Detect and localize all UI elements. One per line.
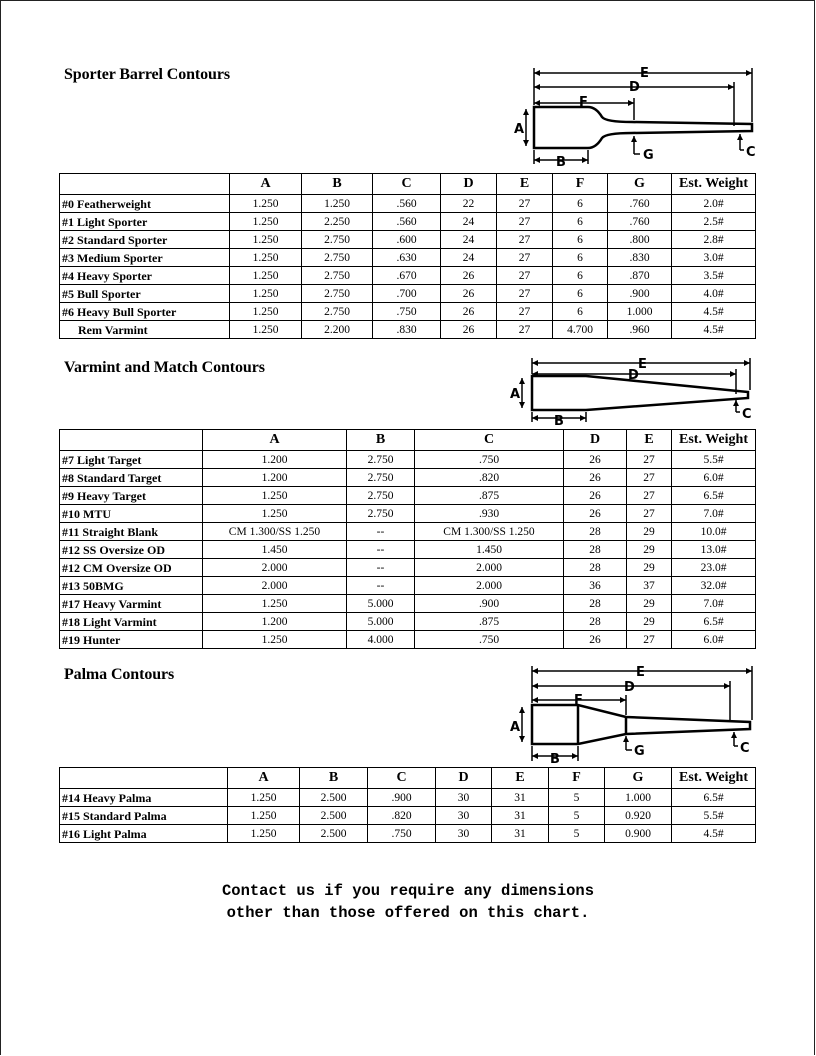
cell-a: 1.250 [230,195,302,213]
cell-b: 2.750 [347,451,415,469]
contour-name: #12 SS Oversize OD [60,541,203,559]
cell-a: 1.250 [230,231,302,249]
table-row [60,469,756,487]
dim-label-d: D [628,368,639,383]
cell-a: 1.250 [230,249,302,267]
dim-label-f: F [574,693,583,708]
cell-weight: 4.5# [672,303,756,321]
contact-line-1: Contact us if you require any dimensions [221,882,595,900]
cell-d: 26 [564,451,627,469]
table-row [60,285,756,303]
table-row [60,631,756,649]
dim-label-c: C [742,407,752,422]
cell-b: 2.750 [302,267,373,285]
cell-e: 29 [627,613,672,631]
dim-label-b: B [556,155,566,170]
cell-c: .830 [373,321,441,339]
header-g: G [605,768,672,789]
cell-a: 1.250 [230,267,302,285]
contour-name: #11 Straight Blank [60,523,203,541]
cell-e: 27 [627,451,672,469]
cell-b: 2.500 [300,807,368,825]
cell-e: 29 [627,541,672,559]
header-a: A [228,768,300,789]
cell-d: 26 [441,321,497,339]
cell-g: 0.920 [605,807,672,825]
cell-e: 31 [492,825,549,843]
cell-d: 26 [441,285,497,303]
cell-e: 31 [492,789,549,807]
cell-a: 1.200 [203,613,347,631]
cell-b: 2.500 [300,825,368,843]
table-row [60,249,756,267]
contour-name: #15 Standard Palma [60,807,228,825]
cell-e: 37 [627,577,672,595]
cell-b: 2.750 [347,469,415,487]
header-e: E [627,430,672,451]
cell-c: .750 [368,825,436,843]
dim-label-g: G [634,744,645,759]
cell-d: 30 [436,789,492,807]
dim-label-d: D [629,80,640,95]
cell-b: -- [347,559,415,577]
table-row [60,321,756,339]
cell-d: 30 [436,807,492,825]
contour-name: #6 Heavy Bull Sporter [60,303,230,321]
dim-label-b: B [554,414,564,426]
cell-c: .750 [415,451,564,469]
dim-label-e: E [638,357,647,372]
cell-b: 5.000 [347,613,415,631]
dim-label-e: E [636,665,645,680]
cell-f: 5 [549,807,605,825]
cell-d: 28 [564,613,627,631]
cell-d: 36 [564,577,627,595]
cell-a: 1.250 [203,487,347,505]
cell-c: .630 [373,249,441,267]
cell-d: 26 [564,469,627,487]
dim-label-g: G [643,148,654,163]
cell-c: 2.000 [415,559,564,577]
cell-a: 1.250 [203,505,347,523]
table-row [60,595,756,613]
cell-b: -- [347,577,415,595]
cell-f: 6 [553,231,608,249]
cell-weight: 23.0# [672,559,756,577]
cell-f: 4.700 [553,321,608,339]
cell-g: .960 [608,321,672,339]
dim-label-f: F [579,95,588,110]
cell-b: 1.250 [302,195,373,213]
contour-name: #1 Light Sporter [60,213,230,231]
cell-g: .800 [608,231,672,249]
header-blank [60,430,203,451]
cell-b: 2.200 [302,321,373,339]
header-b: B [347,430,415,451]
cell-c: .820 [415,469,564,487]
dim-label-d: D [624,680,635,695]
cell-c: .600 [373,231,441,249]
contour-name: #17 Heavy Varmint [60,595,203,613]
table-row [60,505,756,523]
cell-a: 1.250 [230,213,302,231]
cell-b: 5.000 [347,595,415,613]
header-a: A [203,430,347,451]
cell-d: 26 [564,631,627,649]
cell-weight: 2.5# [672,213,756,231]
cell-d: 26 [441,303,497,321]
header-f: F [549,768,605,789]
contour-name: #16 Light Palma [60,825,228,843]
cell-c: .670 [373,267,441,285]
cell-d: 26 [441,267,497,285]
header-c: C [415,430,564,451]
palma-contour-diagram [508,662,758,768]
cell-weight: 6.5# [672,613,756,631]
cell-a: 1.250 [228,789,300,807]
cell-e: 27 [497,249,553,267]
cell-a: 1.250 [230,285,302,303]
cell-b: 4.000 [347,631,415,649]
cell-a: 1.200 [203,451,347,469]
header-e: E [492,768,549,789]
cell-c: CM 1.300/SS 1.250 [415,523,564,541]
cell-weight: 4.5# [672,825,756,843]
cell-e: 27 [627,487,672,505]
contour-name: #4 Heavy Sporter [60,267,230,285]
cell-a: 1.250 [230,321,302,339]
cell-e: 27 [627,505,672,523]
cell-d: 24 [441,213,497,231]
cell-g: .830 [608,249,672,267]
table-row [60,613,756,631]
varmint-contour-diagram [508,354,758,426]
cell-b: 2.750 [302,303,373,321]
cell-d: 26 [564,487,627,505]
cell-f: 5 [549,825,605,843]
dim-label-c: C [746,145,756,160]
cell-e: 29 [627,595,672,613]
cell-f: 6 [553,303,608,321]
cell-weight: 4.5# [672,321,756,339]
cell-weight: 6.0# [672,469,756,487]
cell-c: 1.450 [415,541,564,559]
cell-c: .560 [373,195,441,213]
cell-weight: 3.5# [672,267,756,285]
cell-weight: 13.0# [672,541,756,559]
dim-label-c: C [740,741,750,756]
cell-b: 2.250 [302,213,373,231]
cell-f: 6 [553,213,608,231]
cell-g: 1.000 [605,789,672,807]
header-a: A [230,174,302,195]
cell-c: .750 [415,631,564,649]
header-b: B [302,174,373,195]
table-row [60,231,756,249]
cell-weight: 3.0# [672,249,756,267]
header-c: C [373,174,441,195]
table-row [60,523,756,541]
varmint-title: Varmint and Match Contours [64,359,265,376]
table-row [60,541,756,559]
cell-f: 6 [553,249,608,267]
cell-c: .875 [415,487,564,505]
cell-b: 2.750 [302,285,373,303]
cell-a: 2.000 [203,559,347,577]
cell-f: 6 [553,285,608,303]
cell-d: 28 [564,523,627,541]
cell-g: 0.900 [605,825,672,843]
cell-e: 27 [497,213,553,231]
dim-label-e: E [640,66,649,81]
contour-name: #3 Medium Sporter [60,249,230,267]
header-d: D [564,430,627,451]
cell-e: 27 [497,285,553,303]
cell-e: 31 [492,807,549,825]
cell-b: 2.750 [302,249,373,267]
contour-name: Rem Varmint [60,321,230,339]
cell-weight: 6.5# [672,487,756,505]
sporter-table [59,173,756,339]
palma-title: Palma Contours [64,666,175,683]
cell-e: 27 [497,267,553,285]
cell-a: 1.250 [203,595,347,613]
cell-d: 26 [564,505,627,523]
contact-note [0,880,816,924]
cell-b: 2.750 [347,505,415,523]
cell-c: .875 [415,613,564,631]
cell-e: 27 [627,631,672,649]
contour-name: #8 Standard Target [60,469,203,487]
header-est-weight: Est. Weight [672,174,756,195]
contour-name: #7 Light Target [60,451,203,469]
cell-c: .930 [415,505,564,523]
header-blank [60,768,228,789]
cell-e: 27 [627,469,672,487]
cell-c: .750 [373,303,441,321]
table-header-row [60,430,756,451]
cell-a: 1.250 [228,825,300,843]
cell-weight: 7.0# [672,505,756,523]
cell-b: 2.750 [347,487,415,505]
header-d: D [441,174,497,195]
cell-e: 27 [497,303,553,321]
cell-a: 1.200 [203,469,347,487]
palma-table [59,767,756,843]
cell-d: 28 [564,541,627,559]
contour-name: #19 Hunter [60,631,203,649]
header-est-weight: Est. Weight [672,430,756,451]
table-row [60,559,756,577]
varmint-table [59,429,756,649]
cell-e: 27 [497,231,553,249]
header-e: E [497,174,553,195]
cell-b: -- [347,541,415,559]
cell-e: 27 [497,321,553,339]
cell-weight: 6.0# [672,631,756,649]
table-header-row [60,768,756,789]
header-b: B [300,768,368,789]
table-row [60,267,756,285]
table-row [60,807,756,825]
dim-label-a: A [510,387,521,402]
table-row [60,195,756,213]
dim-label-a: A [510,720,521,735]
table-row [60,487,756,505]
header-blank [60,174,230,195]
table-row [60,451,756,469]
cell-g: .760 [608,195,672,213]
cell-weight: 5.5# [672,451,756,469]
cell-c: .900 [415,595,564,613]
cell-weight: 7.0# [672,595,756,613]
cell-e: 27 [497,195,553,213]
cell-a: 2.000 [203,577,347,595]
contour-name: #13 50BMG [60,577,203,595]
table-row [60,213,756,231]
table-row [60,825,756,843]
cell-c: .900 [368,789,436,807]
cell-f: 6 [553,267,608,285]
cell-a: CM 1.300/SS 1.250 [203,523,347,541]
cell-weight: 10.0# [672,523,756,541]
cell-g: .760 [608,213,672,231]
sporter-contour-diagram [512,60,762,170]
cell-c: .700 [373,285,441,303]
cell-g: 1.000 [608,303,672,321]
contour-name: #14 Heavy Palma [60,789,228,807]
cell-weight: 32.0# [672,577,756,595]
header-f: F [553,174,608,195]
cell-d: 28 [564,595,627,613]
table-row [60,789,756,807]
table-header-row [60,174,756,195]
cell-c: 2.000 [415,577,564,595]
cell-a: 1.250 [203,631,347,649]
cell-g: .870 [608,267,672,285]
contour-name: #9 Heavy Target [60,487,203,505]
cell-f: 6 [553,195,608,213]
cell-g: .900 [608,285,672,303]
contact-line-2: other than those offered on this chart. [226,904,590,922]
contour-name: #12 CM Oversize OD [60,559,203,577]
contour-name: #5 Bull Sporter [60,285,230,303]
cell-c: .820 [368,807,436,825]
cell-weight: 2.8# [672,231,756,249]
cell-e: 29 [627,559,672,577]
cell-weight: 4.0# [672,285,756,303]
table-row [60,303,756,321]
contour-name: #2 Standard Sporter [60,231,230,249]
cell-b: -- [347,523,415,541]
cell-c: .560 [373,213,441,231]
cell-weight: 2.0# [672,195,756,213]
cell-b: 2.500 [300,789,368,807]
cell-weight: 6.5# [672,789,756,807]
cell-a: 1.250 [228,807,300,825]
cell-weight: 5.5# [672,807,756,825]
header-est-weight: Est. Weight [672,768,756,789]
contour-name: #18 Light Varmint [60,613,203,631]
header-d: D [436,768,492,789]
cell-d: 24 [441,249,497,267]
cell-d: 30 [436,825,492,843]
cell-d: 28 [564,559,627,577]
cell-b: 2.750 [302,231,373,249]
header-c: C [368,768,436,789]
cell-d: 24 [441,231,497,249]
cell-f: 5 [549,789,605,807]
header-g: G [608,174,672,195]
cell-a: 1.250 [230,303,302,321]
dim-label-b: B [550,752,560,767]
cell-d: 22 [441,195,497,213]
cell-e: 29 [627,523,672,541]
table-row [60,577,756,595]
cell-a: 1.450 [203,541,347,559]
sporter-title: Sporter Barrel Contours [64,66,230,83]
contour-name: #10 MTU [60,505,203,523]
dim-label-a: A [514,122,525,137]
contour-name: #0 Featherweight [60,195,230,213]
